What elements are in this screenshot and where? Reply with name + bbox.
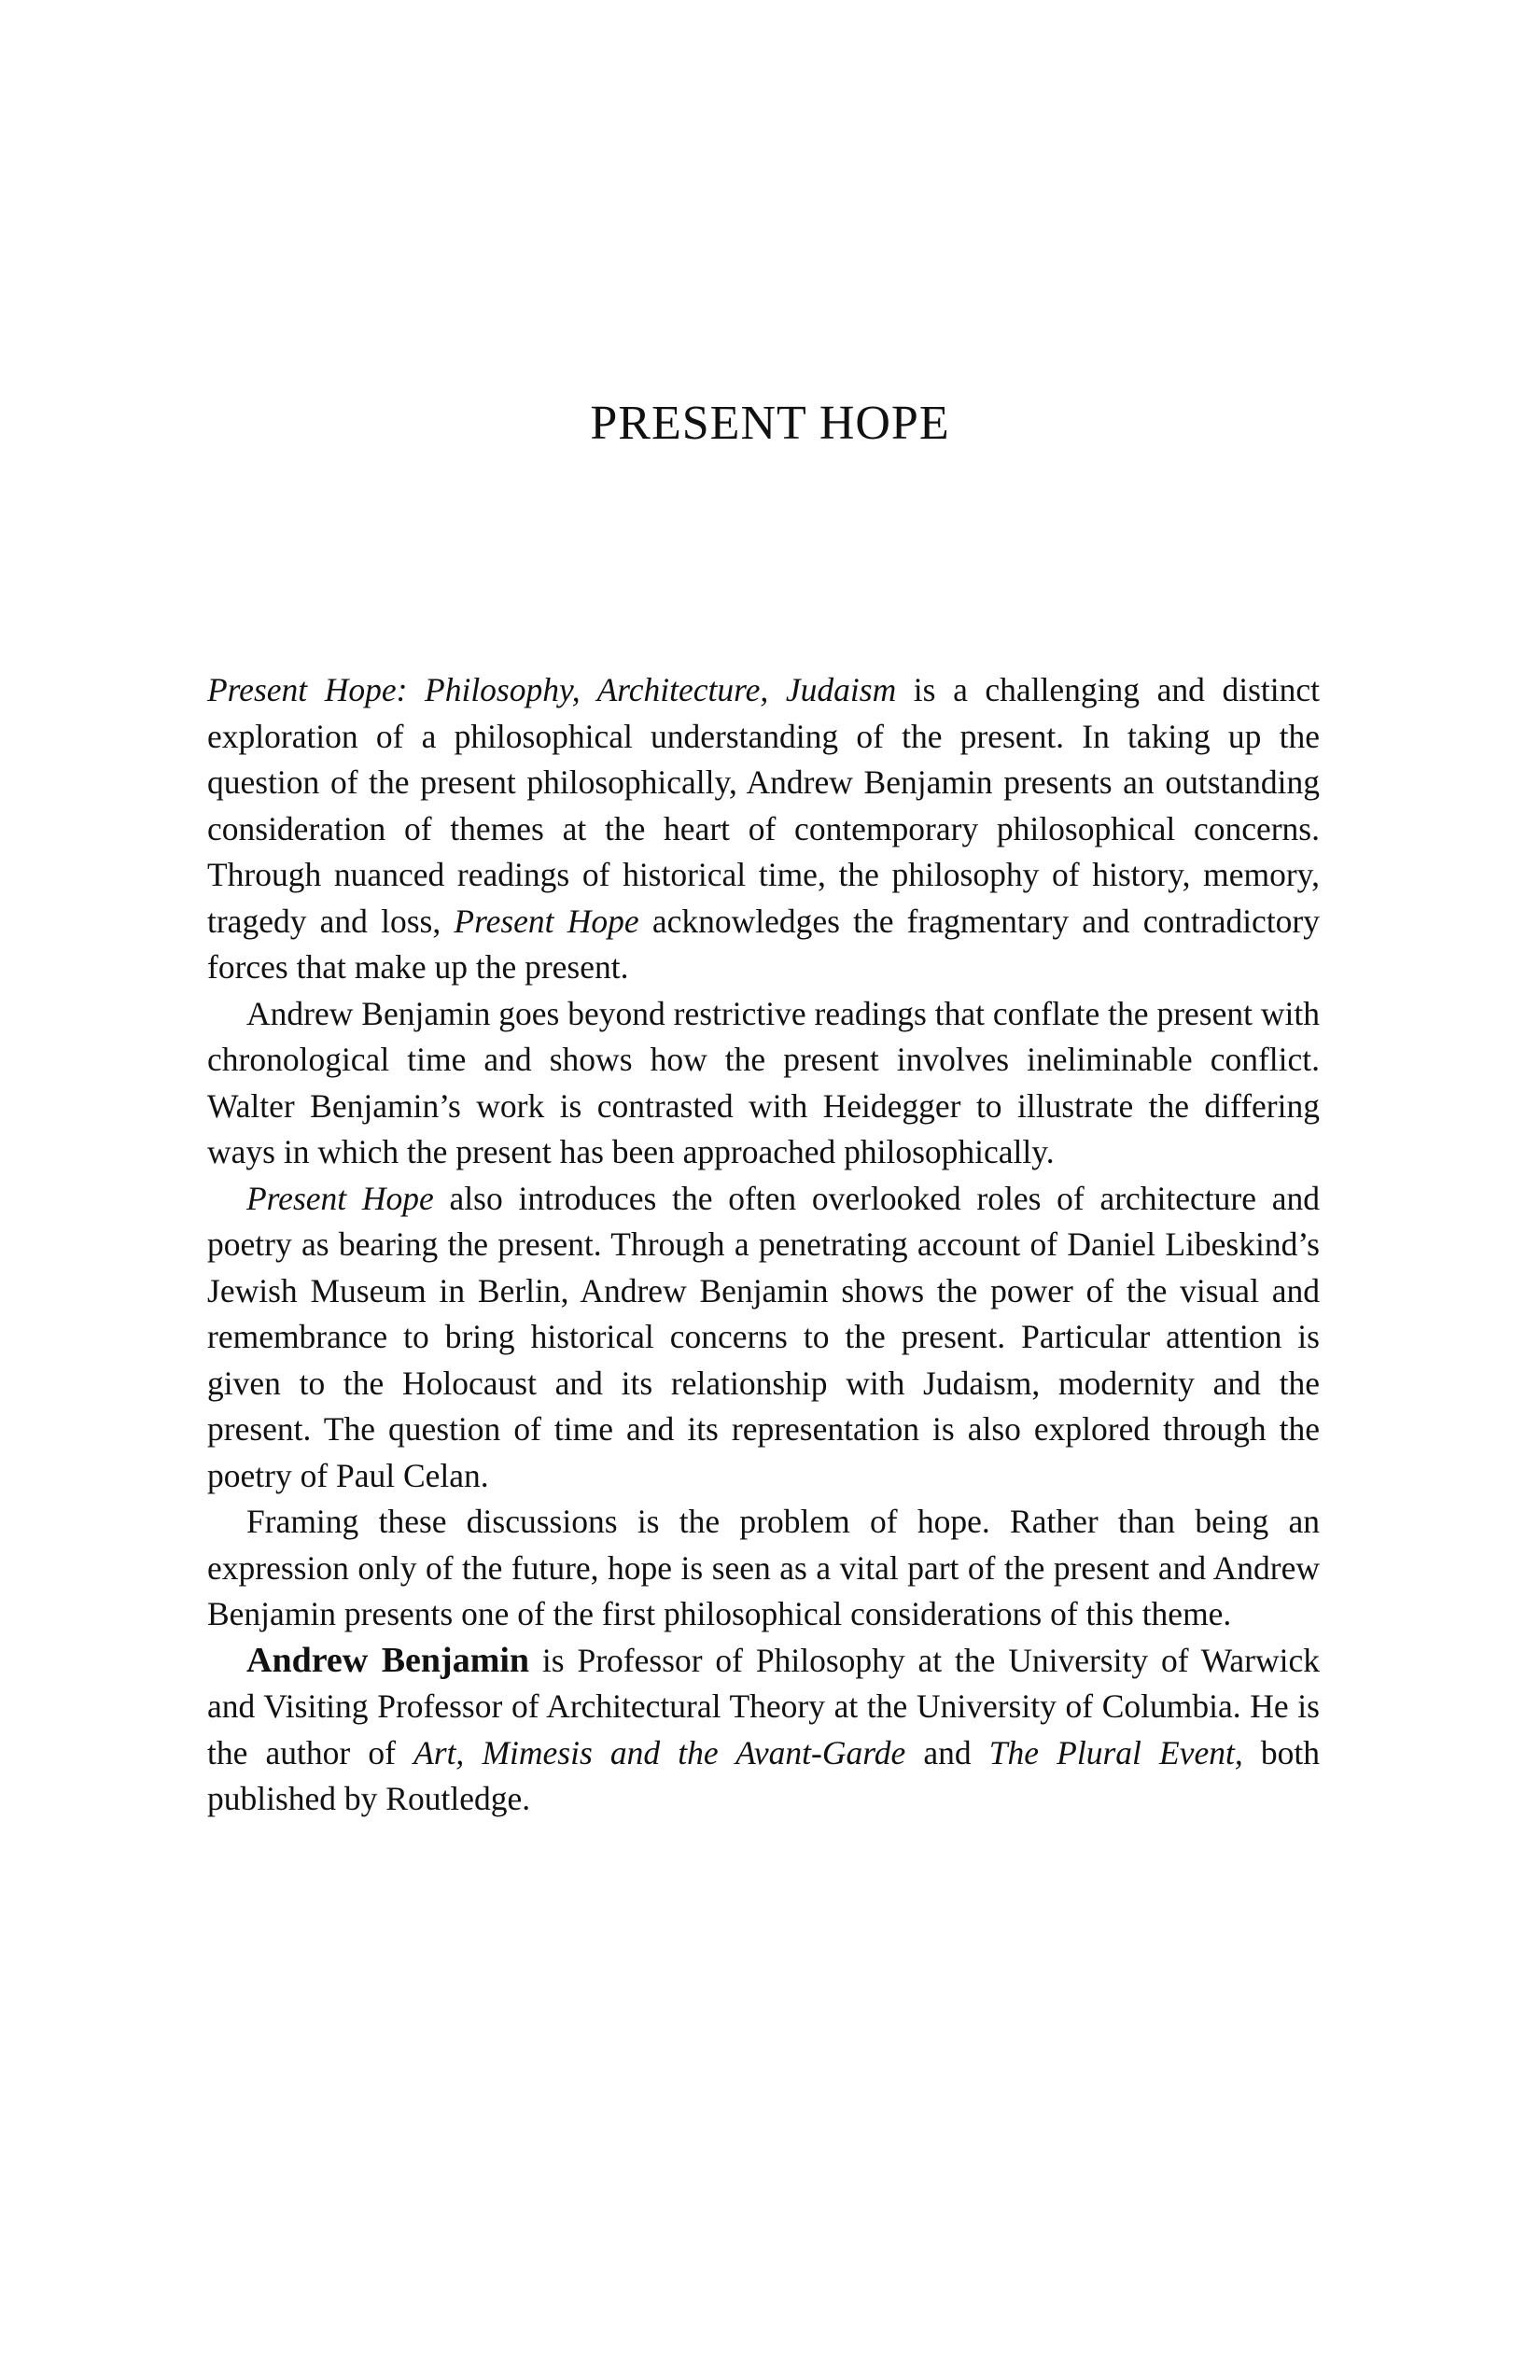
author-bio-text-b: and: [905, 1733, 989, 1771]
paragraph-hope-text: Framing these discussions is the problem of hope. Rather than being an expression only of the future, hope is seen as a vital part of the present and Andrew Benjamin presents one of the first philosophical considerations of this theme.: [207, 1503, 1320, 1632]
work-title-2: The Plural Event,: [988, 1733, 1243, 1771]
book-title-short: Present Hope: [246, 1179, 434, 1217]
page-title: PRESENT HOPE: [590, 397, 950, 450]
paragraph-intro: [207, 667, 1320, 991]
book-title-short: Present Hope: [454, 902, 639, 940]
book-title-full: Present Hope: Philosophy, Architecture, Judaism: [207, 671, 897, 708]
work-title-1: Art, Mimesis and the Avant-Garde: [413, 1733, 906, 1771]
paragraph-architecture: [207, 1176, 1320, 1500]
paragraph-conflict-text: Andrew Benjamin goes beyond restrictive readings that conflate the present with chronological time and shows how the present involves ineliminable conflict. Walter Benjamin’s work is contrasted with Heidegger to illustrate the differing ways in which the present has been approached philosophically.: [207, 994, 1320, 1170]
paragraph-intro-text-b: acknowledges the fragmentary and contradictory forces that make up the present.: [207, 902, 1321, 986]
author-bio-text-c: both published by Routledge.: [207, 1733, 1320, 1817]
paragraph-conflict: [207, 991, 1320, 1176]
author-name: Andrew Benjamin: [246, 1640, 530, 1680]
paragraph-architecture-text: also introduces the often overlooked roles of architecture and poetry as bearing the present. Through a penetrating account of Daniel Libeskind’s Jewish Museum in Berlin, Andrew Benjamin shows the power of the visual and remembrance to bring historical concerns to the present. Particular attention is given to the Holocaust and its relationship with Judaism, modernity and the present. The question of time and its representation is also explored through the poetry of Paul Celan.: [207, 1179, 1320, 1494]
book-description: [207, 667, 1320, 1823]
author-bio: [207, 1638, 1320, 1823]
author-bio-text-a: is Professor of Philosophy at the University of Warwick and Visiting Professor of Architectural Theory at the University of Columbia. He is the author of: [207, 1641, 1321, 1771]
paragraph-intro-text-a: is a challenging and distinct exploration of a philosophical understanding of the present. In taking up the question of the present philosophically, Andrew Benjamin presents an outstanding consideration of themes at the heart of contemporary philosophical concerns. Through nuanced readings of historical time, the philosophy of history, memory, tragedy and loss,: [207, 671, 1321, 940]
paragraph-hope: [207, 1499, 1320, 1638]
